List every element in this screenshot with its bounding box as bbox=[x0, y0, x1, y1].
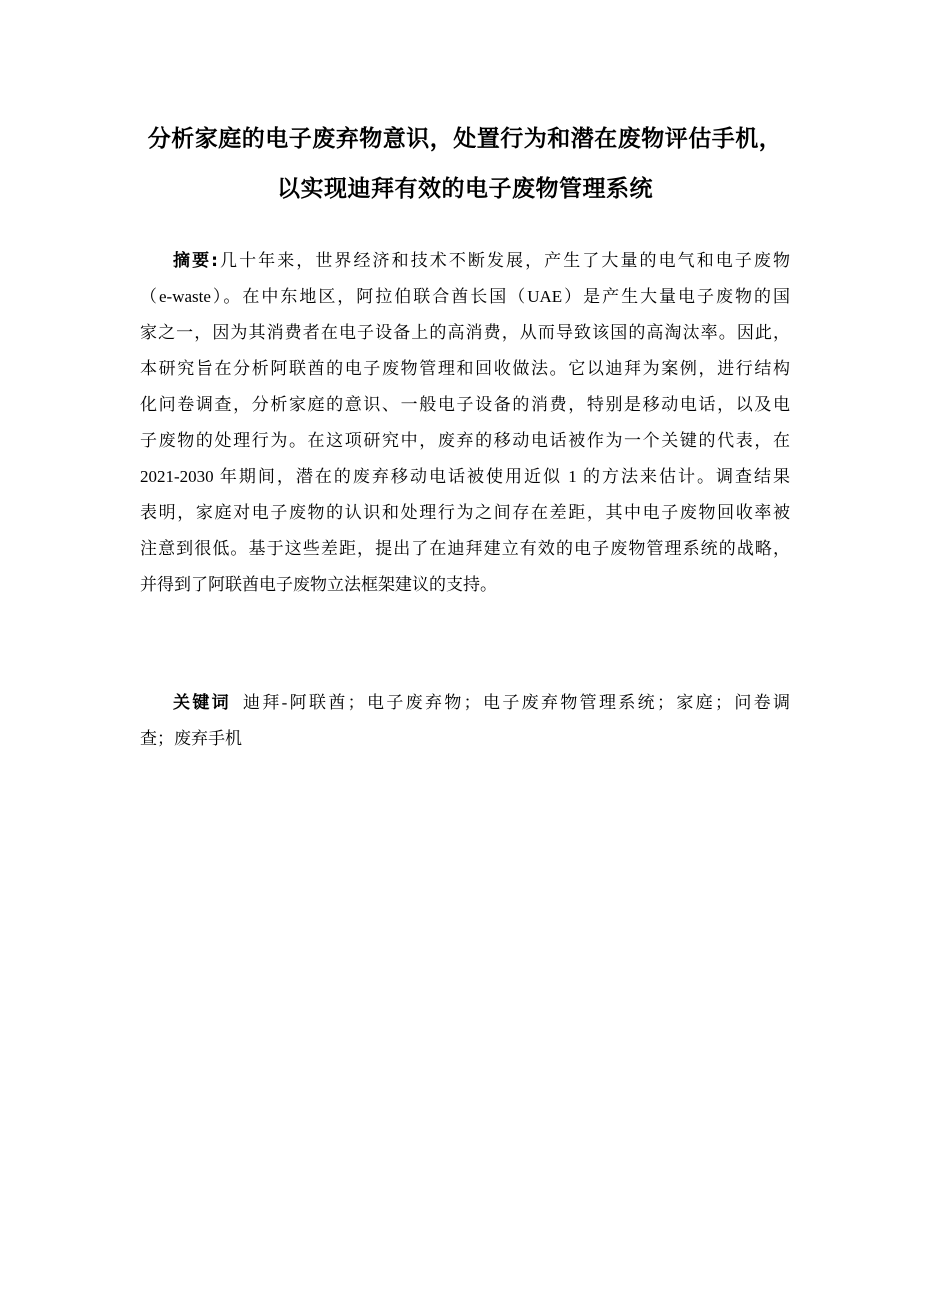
text-line: 注意到很低。基于这些差距，提出了在迪拜建立有效的电子废物管理系统的战略， bbox=[140, 539, 790, 558]
abstract-label: 摘要: bbox=[173, 251, 218, 271]
abstract-first-line bbox=[140, 243, 790, 279]
text-line: 2021-2030 年期间，潜在的废弃移动电话被使用近似 1 的方法来估计。调查结果 bbox=[140, 467, 790, 486]
text-line: 表明，家庭对电子废物的认识和处理行为之间存在差距，其中电子废物回收率被 bbox=[140, 503, 790, 522]
text-line: 并得到了阿联酋电子废物立法框架建议的支持。 bbox=[140, 575, 497, 594]
abstract-lines bbox=[140, 279, 790, 603]
keywords-first-line bbox=[140, 685, 790, 721]
text-line: 家之一，因为其消费者在电子设备上的高消费，从而导致该国的高淘汰率。因此， bbox=[140, 323, 790, 342]
keywords-lines bbox=[140, 721, 790, 757]
keywords-first-line-text: 迪拜-阿联酋；电子废弃物；电子废弃物管理系统；家庭；问卷调 bbox=[243, 693, 790, 712]
text-line: 本研究旨在分析阿联酋的电子废物管理和回收做法。它以迪拜为案例，进行结构 bbox=[140, 359, 790, 378]
document-content bbox=[0, 114, 926, 757]
keywords-paragraph bbox=[140, 685, 790, 757]
text-line: 化问卷调查，分析家庭的意识、一般电子设备的消费，特别是移动电话，以及电 bbox=[140, 395, 790, 414]
text-line: 查；废弃手机 bbox=[140, 729, 242, 748]
abstract-paragraph bbox=[140, 243, 790, 603]
document-title-line1: 分析家庭的电子废弃物意识，处置行为和潜在废物评估手机， bbox=[147, 126, 783, 152]
document-title bbox=[140, 114, 790, 214]
abstract-first-line-text: 几十年来，世界经济和技术不断发展，产生了大量的电气和电子废物 bbox=[217, 251, 790, 270]
text-line: 子废物的处理行为。在这项研究中，废弃的移动电话被作为一个关键的代表，在 bbox=[140, 431, 790, 450]
document-title-line2: 以实现迪拜有效的电子废物管理系统 bbox=[277, 176, 653, 202]
text-line: （e-waste）。在中东地区，阿拉伯联合酋长国（UAE）是产生大量电子废物的国 bbox=[140, 287, 790, 306]
keywords-label: 关键词 bbox=[173, 693, 231, 713]
